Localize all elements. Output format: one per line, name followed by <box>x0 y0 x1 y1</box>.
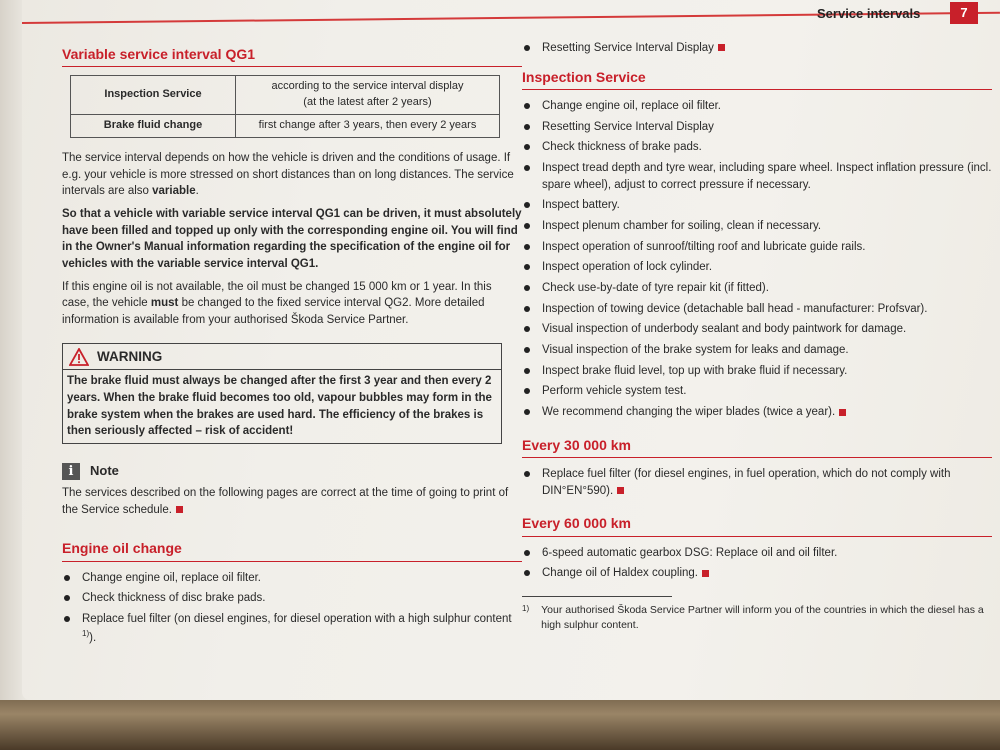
list-item <box>62 570 522 587</box>
list-item <box>62 611 522 646</box>
list-item <box>522 404 992 421</box>
list-item-text: Perform vehicle system test. <box>542 385 687 398</box>
section-end-mark <box>718 44 725 51</box>
list-item-text: Check thickness of brake pads. <box>542 141 702 154</box>
bullet-icon <box>524 368 530 374</box>
km60000-heading: Every 60 000 km <box>522 513 992 536</box>
footnote-mark: 1) <box>522 604 530 613</box>
bullet-icon <box>524 45 530 51</box>
note-title: Note <box>90 463 119 479</box>
bullet-icon <box>64 575 70 581</box>
footnote-divider <box>522 596 672 597</box>
list-item-text: Change engine oil, replace oil filter. <box>542 99 722 112</box>
list-item-text: Inspect operation of lock cylinder. <box>542 261 713 274</box>
list-item-text: Inspect tread depth and tyre wear, including spare wheel. Inspect inflation pressure (incl. spare wheel), adjust to correct pressure if necessary. <box>542 161 992 191</box>
km60000-list <box>522 545 992 582</box>
list-item-text: Replace fuel filter (for diesel engines, in fuel operation, which do not comply with DIN°EN°590). <box>542 468 951 497</box>
list-item-text: Resetting Service Interval Display <box>542 120 714 133</box>
footnote <box>522 603 992 633</box>
km30000-list <box>522 466 992 499</box>
list-item <box>522 197 992 214</box>
qg1-paragraph-2: So that a vehicle with variable service interval QG1 can be driven, it must absolutely have been filled and topped up only with the corresponding engine oil. You will find in the Owner's Manual information regarding the specification of the engine oil for vehicles with the variable service interval QG1. <box>62 208 522 271</box>
table-key: Inspection Service <box>71 76 236 115</box>
engine-oil-list <box>62 570 522 647</box>
bullet-icon <box>524 471 530 477</box>
list-item <box>522 466 992 499</box>
table-value-line: (at the latest after 2 years) <box>303 96 432 109</box>
section-end-mark <box>839 409 846 416</box>
inspection-heading: Inspection Service <box>522 67 992 90</box>
manual-page <box>22 0 1000 700</box>
bullet-icon <box>524 306 530 312</box>
list-item-text: Change oil of Haldex coupling. <box>542 567 698 580</box>
list-item-text: Resetting Service Interval Display <box>542 42 714 54</box>
table-key: Brake fluid change <box>71 115 236 138</box>
bullet-icon <box>524 570 530 576</box>
table-value-line: according to the service interval display <box>271 80 464 93</box>
bullet-icon <box>64 616 70 622</box>
text: The service interval depends on how the vehicle is driven and the conditions of usage. If e.g. your vehicle is more stressed on short distances than on long distances. The service intervals are also <box>62 152 514 198</box>
list-item-text: Visual inspection of the brake system for leaks and damage. <box>542 344 849 357</box>
list-item <box>522 363 992 380</box>
list-item-text: Inspect operation of sunroof/tilting roof and lubricate guide rails. <box>542 240 866 253</box>
table-value <box>236 76 500 115</box>
info-icon: i <box>62 463 80 480</box>
note-paragraph <box>62 485 522 518</box>
warning-text: The brake fluid must always be changed after the first 3 year and then every 2 years. When the brake fluid becomes too old, vapour bubbles may form in the brake system when the brakes are used hard. The efficiency of the brakes is then seriously affected – risk of accident! <box>67 375 492 438</box>
list-item <box>522 98 992 115</box>
bullet-icon <box>524 124 530 130</box>
left-column <box>62 44 522 650</box>
list-item <box>62 590 522 607</box>
note-text: The services described on the following pages are correct at the time of going to print of the Service schedule. <box>62 486 509 516</box>
list-item <box>522 301 992 318</box>
bullet-icon <box>524 223 530 229</box>
table-row <box>71 76 500 115</box>
list-item-text: Check thickness of disc brake pads. <box>82 592 266 605</box>
list-item <box>522 218 992 235</box>
qg1-paragraph-3 <box>62 279 522 329</box>
warning-box <box>62 343 502 444</box>
warning-title: WARNING <box>97 348 163 364</box>
section-end-mark <box>176 506 183 513</box>
bullet-icon <box>524 326 530 332</box>
warning-triangle-icon <box>69 348 89 366</box>
section-end-mark <box>702 570 709 577</box>
list-item <box>522 565 992 582</box>
text: . <box>195 185 199 198</box>
list-item-text: Inspection of towing device (detachable ball head - manufacturer: Profsvar). <box>542 302 928 315</box>
list-item <box>522 280 992 297</box>
emphasis: must <box>150 297 179 310</box>
section-end-mark <box>617 487 624 494</box>
list-item-text: Inspect plenum chamber for soiling, clean if necessary. <box>542 220 822 232</box>
footnote-text: Your authorised Škoda Service Partner will inform you of the countries in which the diesel has a high sulphur content. <box>541 604 984 632</box>
list-item-text: Replace fuel filter (on diesel engines, for diesel operation with a high sulphur content <box>82 612 512 625</box>
page-number: 7 <box>950 2 978 24</box>
bullet-icon <box>524 264 530 270</box>
bullet-icon <box>524 409 530 415</box>
bullet-icon <box>524 165 530 171</box>
emphasis: variable <box>152 185 196 198</box>
inspection-list <box>522 98 992 421</box>
km30000-heading: Every 30 000 km <box>522 435 992 458</box>
note-header <box>62 462 522 481</box>
table-row <box>71 115 500 138</box>
list-item <box>522 160 992 193</box>
right-column <box>522 36 992 633</box>
list-item <box>522 239 992 256</box>
list-item-text: ). <box>89 631 97 644</box>
text: If this engine oil is not available, the oil must be changed 15 000 km or 1 year. In this case, the vehicle <box>62 280 492 310</box>
bullet-icon <box>524 244 530 250</box>
list-item <box>522 321 992 338</box>
running-header: Service intervals <box>817 6 921 21</box>
qg1-heading: Variable service interval QG1 <box>62 44 522 67</box>
top-list <box>522 40 992 57</box>
list-item <box>522 119 992 136</box>
bullet-icon <box>64 595 70 601</box>
bullet-icon <box>524 347 530 353</box>
list-item <box>522 40 992 57</box>
list-item-text: We recommend changing the wiper blades (twice a year). <box>542 406 836 419</box>
bullet-icon <box>524 388 530 394</box>
text: be changed to the fixed service interval QG2. More detailed information is available from your authorised Škoda Service Partner. <box>62 297 485 327</box>
list-item <box>522 545 992 562</box>
warning-header <box>63 344 501 371</box>
list-item <box>522 139 992 156</box>
list-item-text: Change engine oil, replace oil filter. <box>82 571 262 584</box>
list-item <box>522 342 992 359</box>
bullet-icon <box>524 144 530 150</box>
list-item-text: Visual inspection of underbody sealant and body paintwork for damage. <box>542 323 907 336</box>
list-item-text: 6-speed automatic gearbox DSG: Replace oil and oil filter. <box>542 546 838 559</box>
list-item <box>522 383 992 400</box>
bullet-icon <box>524 285 530 291</box>
table-value: first change after 3 years, then every 2 years <box>236 115 500 138</box>
bullet-icon <box>524 550 530 556</box>
list-item-text: Inspect battery. <box>542 199 620 212</box>
bullet-icon <box>524 202 530 208</box>
list-item-text: Inspect brake fluid level, top up with brake fluid if necessary. <box>542 364 848 377</box>
engine-oil-heading: Engine oil change <box>62 538 522 561</box>
bullet-icon <box>524 103 530 109</box>
service-interval-table <box>70 75 500 138</box>
footnote-reference[interactable]: 1) <box>82 628 90 638</box>
list-item-text: Check use-by-date of tyre repair kit (if fitted). <box>542 282 769 295</box>
qg1-paragraph-1 <box>62 150 522 200</box>
list-item <box>522 259 992 276</box>
